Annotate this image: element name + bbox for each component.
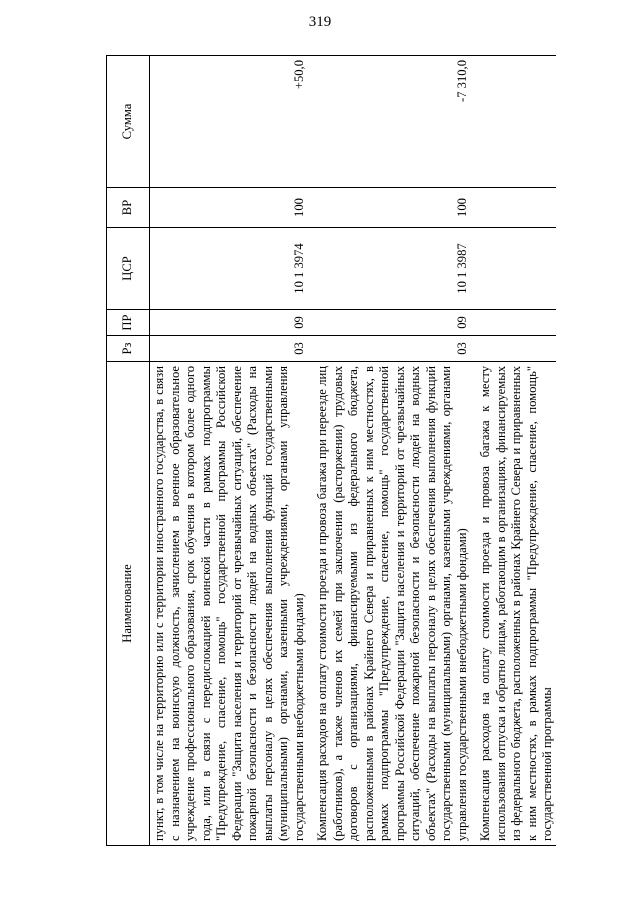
budget-table-rotated bbox=[106, 56, 606, 846]
table-header-row bbox=[107, 56, 150, 846]
row-name: пункт, в том числе на территорию или с территории иностранного государства, в связи с назначением на воинскую должность, зачислением в военное образовательное учреждение профессионального образования, срок обучения в котором более одного года, или в связи с передислокацией воинской части в рамках подпрограммы "Предупреждение, спасение, помощь" государственной программы Российской Федерации "Защита населения и территорий от чрезвычайных ситуаций, обеспечение пожарной безопасности и безопасности людей на водных объектах" (Расходы на выплаты персоналу в целях обеспечения выполнения функций государственными (муниципальными) органами, казенными учреждениями, органами управления государственными внебюджетными фондами) bbox=[150, 362, 308, 846]
row-pr bbox=[478, 310, 556, 336]
header-rz: Рз bbox=[107, 336, 150, 362]
budget-table bbox=[106, 55, 556, 846]
row-csr: 10 1 3974 bbox=[150, 228, 308, 310]
table-row bbox=[150, 56, 308, 846]
row-sum: -7 310,0 bbox=[315, 56, 470, 188]
header-name: Наименование bbox=[107, 362, 150, 846]
row-csr: 10 1 3987 bbox=[315, 228, 470, 310]
row-vr: 100 bbox=[315, 188, 470, 228]
row-rz bbox=[478, 336, 556, 362]
row-rz: 03 bbox=[315, 336, 470, 362]
table-row bbox=[478, 56, 556, 846]
header-pr: ПР bbox=[107, 310, 150, 336]
table-row bbox=[315, 56, 470, 846]
row-csr bbox=[478, 228, 556, 310]
row-name: Компенсация расходов на оплату стоимости проезда и провоза багажа при переезде лиц (работников), а также членов их семей при заключении (расторжении) трудовых договоров с организациями, финансируемыми из федерального бюджета, расположенными в районах Крайнего Севера и приравненных к ним местностях, в рамках подпрограммы "Предупреждение, спасение, помощь" государственной программы Российской Федерации "Защита населения и территорий от чрезвычайных ситуаций, обеспечение пожарной безопасности и безопасности людей на водных объектах" (Расходы на выплаты персоналу в целях обеспечения выполнения функций государственными (муниципальными) органами, казенными учреждениями, органами управления государственными внебюджетными фондами) bbox=[315, 362, 470, 846]
page-number: 319 bbox=[308, 14, 332, 30]
row-name: Компенсация расходов на оплату стоимости проезда и провоза багажа к месту использования отпуска и обратно лицам, работающим в организациях, финансируемых из федерального бюджета, расположенных в районах Крайнего Севера и приравненных к ним местностях, в рамках подпрограммы "Предупреждение, спасение, помощь" государственной программы bbox=[478, 362, 556, 846]
header-vr: ВР bbox=[107, 188, 150, 228]
header-sum: Сумма bbox=[107, 56, 150, 188]
row-rz: 03 bbox=[150, 336, 308, 362]
row-pr: 09 bbox=[315, 310, 470, 336]
row-vr: 100 bbox=[150, 188, 308, 228]
row-pr: 09 bbox=[150, 310, 308, 336]
header-csr: ЦСР bbox=[107, 228, 150, 310]
row-sum bbox=[478, 56, 556, 188]
row-vr bbox=[478, 188, 556, 228]
row-sum: +50,0 bbox=[150, 56, 308, 188]
